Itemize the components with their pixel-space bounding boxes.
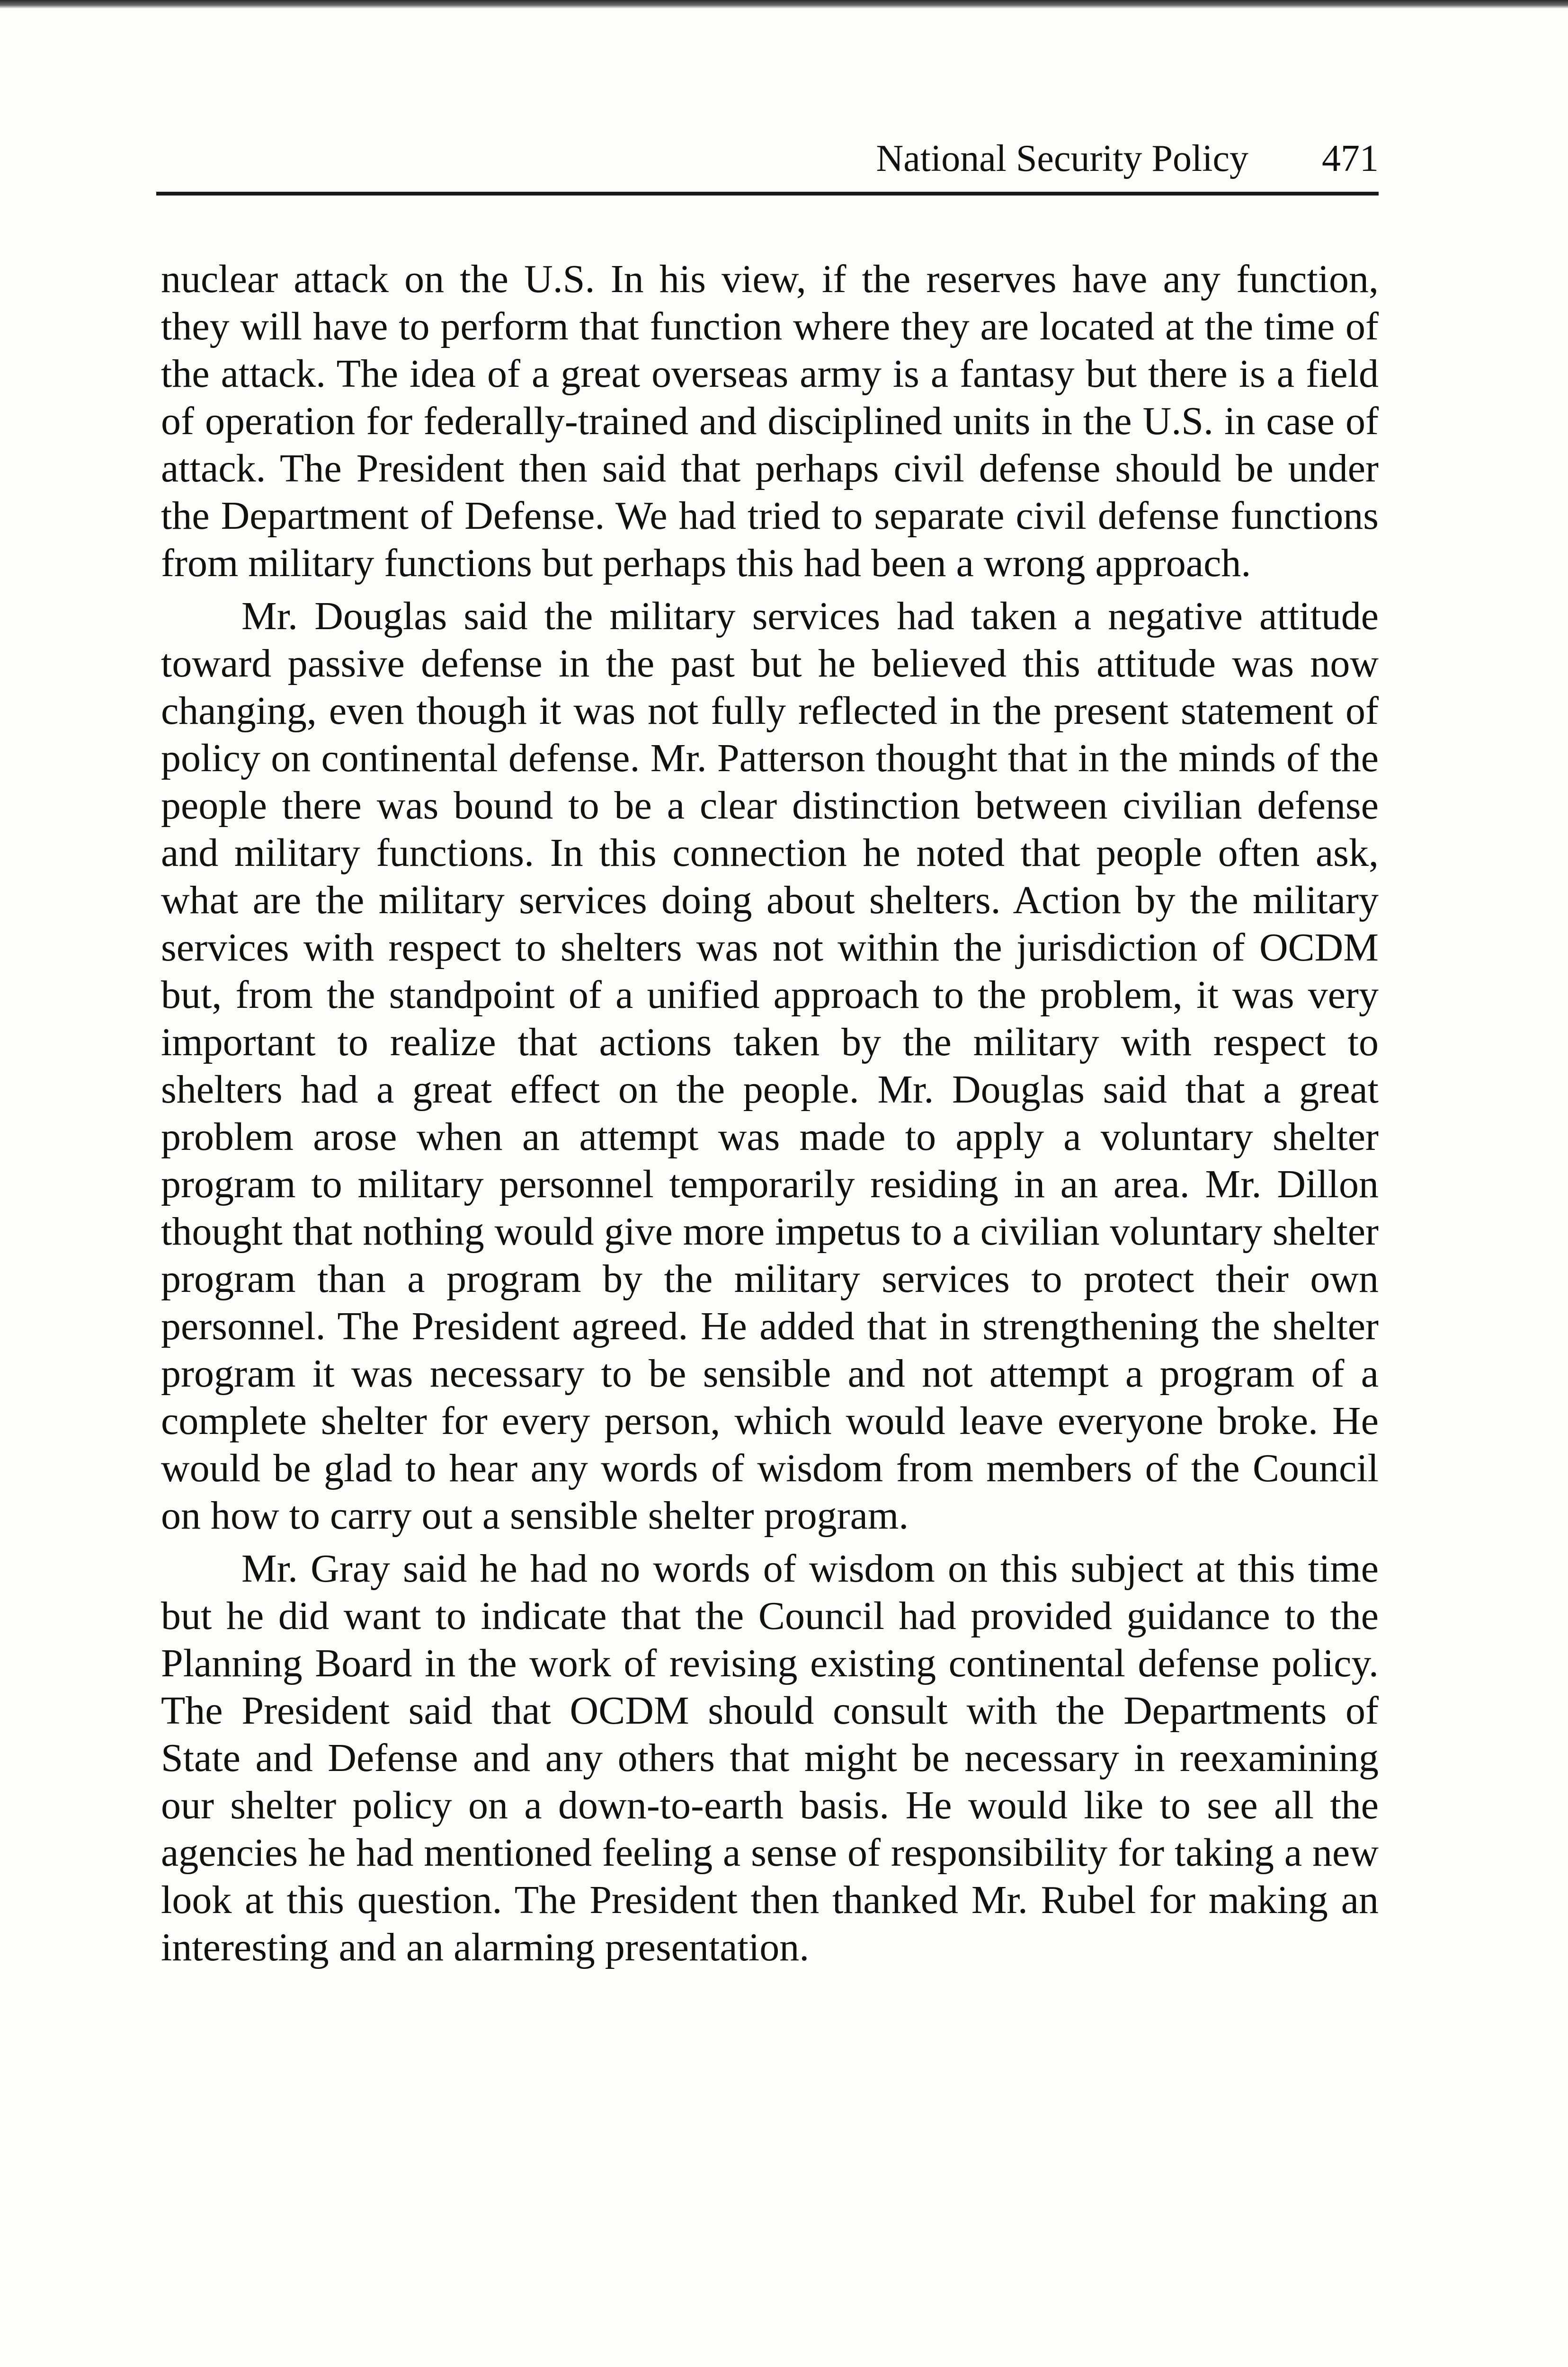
- body-text: [161, 256, 1379, 1977]
- page-number: 471: [1322, 138, 1379, 179]
- paragraph-continued: nuclear attack on the U.S. In his view, if the reserves have any function, they will have to perform that function where they are located at the time of the attack. The idea of a great overseas army is a fantasy but there is a field of operation for federally-trained and disciplined units in the U.S. in case of attack. The President then said that perhaps civil defense should be under the Department of Defense. We had tried to separate civil defense functions from military functions but perhaps this had been a wrong approach.: [161, 257, 1379, 585]
- running-title: National Security Policy: [876, 138, 1248, 179]
- header-rule: [156, 192, 1379, 196]
- paragraph-douglas: Mr. Douglas said the military services had taken a negative attitude toward passive defense in the past but he believed this attitude was now changing, even though it was not fully reflected in the present statement of policy on continental defense. Mr. Patterson thought that in the minds of the people there was bound to be a clear distinction between civilian defense and military functions. In this connection he noted that people often ask, what are the military services doing about shelters. Action by the military services with respect to shelters was not within the jurisdiction of OCDM but, from the standpoint of a unified approach to the problem, it was very important to realize that actions taken by the military with respect to shelters had a great effect on the people. Mr. Douglas said that a great problem arose when an attempt was made to apply a voluntary shelter program to military personnel temporarily residing in an area. Mr. Dillon thought that nothing would give more impetus to a civilian voluntary shelter program than a program by the military services to protect their own personnel. The President agreed. He added that in strengthening the shelter program it was necessary to be sensible and not attempt a program of a complete shelter for every person, which would leave everyone broke. He would be glad to hear any words of wisdom from members of the Council on how to carry out a sensible shelter program.: [161, 594, 1379, 1538]
- page-header: [156, 140, 1379, 194]
- scan-top-edge: [0, 0, 1568, 9]
- paragraph-gray: Mr. Gray said he had no words of wisdom on this subject at this time but he did want to indicate that the Council had provided guidance to the Planning Board in the work of revising existing continental defense policy. The President said that OCDM should consult with the Departments of State and Defense and any others that might be necessary in reexamining our shelter policy on a down-to-earth basis. He would like to see all the agencies he had mentioned feeling a sense of responsibility for taking a new look at this question. The President then thanked Mr. Rubel for making an interesting and an alarming presentation.: [161, 1547, 1379, 1969]
